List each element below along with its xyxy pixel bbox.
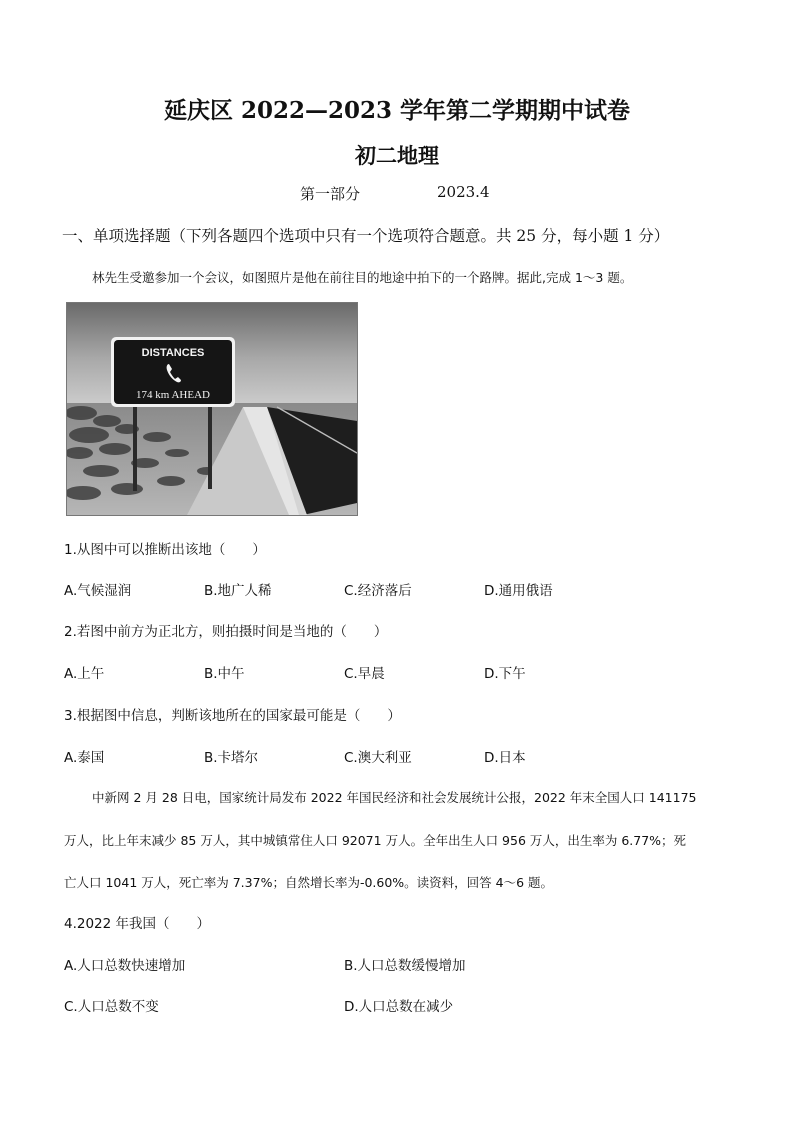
q3-option-b: B.卡塔尔 xyxy=(204,750,259,766)
exam-title: 延庆区 2022—2023 学年第二学期期中试卷 xyxy=(163,97,631,124)
q1-option-c: C.经济落后 xyxy=(344,583,412,599)
part-label: 第一部分 xyxy=(300,185,361,203)
road-sign-photo xyxy=(66,302,358,516)
q2-option-d: D.下午 xyxy=(484,666,526,682)
q4-option-a: A.人口总数快速增加 xyxy=(64,958,186,974)
sign-line-1: DISTANCES xyxy=(141,347,205,359)
q2-option-b: B.中午 xyxy=(204,666,245,682)
q3-option-d: D.日本 xyxy=(484,750,526,766)
q3-option-a: A.泰国 xyxy=(64,750,105,766)
q1-option-a: A.气候湿润 xyxy=(64,583,132,599)
question-2: 2.若图中前方为正北方，则拍摄时间是当地的（ ） xyxy=(64,624,388,640)
news-line-1: 中新网 2 月 28 日电，国家统计局发布 2022 年国民经济和社会发展统计公报，2022 年末全国人口 141175 xyxy=(92,790,697,805)
sign-line-2: 174 km AHEAD xyxy=(136,389,210,401)
q2-option-a: A.上午 xyxy=(64,666,105,682)
q2-option-c: C.早晨 xyxy=(344,666,385,682)
intro-paragraph: 林先生受邀参加一个会议，如图照片是他在前往目的地途中拍下的一个路牌。据此,完成 1～3 题。 xyxy=(92,270,633,285)
news-line-3: 亡人口 1041 万人，死亡率为 7.37%；自然增长率为-0.60%。读资料，回答 4～6 题。 xyxy=(64,875,554,890)
question-3: 3.根据图中信息，判断该地所在的国家最可能是（ ） xyxy=(64,708,401,724)
exam-subject: 初二地理 xyxy=(355,143,439,168)
question-4: 4.2022 年我国（ ） xyxy=(64,916,211,932)
q1-option-d: D.通用俄语 xyxy=(484,583,553,599)
q3-option-c: C.澳大利亚 xyxy=(344,750,412,766)
news-line-2: 万人，比上年末减少 85 万人，其中城镇常住人口 92071 万人。全年出生人口 956 万人，出生率为 6.77%；死 xyxy=(64,833,687,848)
q1-option-b: B.地广人稀 xyxy=(204,583,272,599)
q4-option-b: B.人口总数缓慢增加 xyxy=(344,958,466,974)
q4-option-d: D.人口总数在减少 xyxy=(344,999,454,1015)
question-1: 1.从图中可以推断出该地（ ） xyxy=(64,542,266,558)
exam-date: 2023.4 xyxy=(437,183,490,201)
q4-option-c: C.人口总数不变 xyxy=(64,999,159,1015)
section-heading: 一、单项选择题（下列各题四个选项中只有一个选项符合题意。共 25 分，每小题 1 分） xyxy=(62,227,670,245)
